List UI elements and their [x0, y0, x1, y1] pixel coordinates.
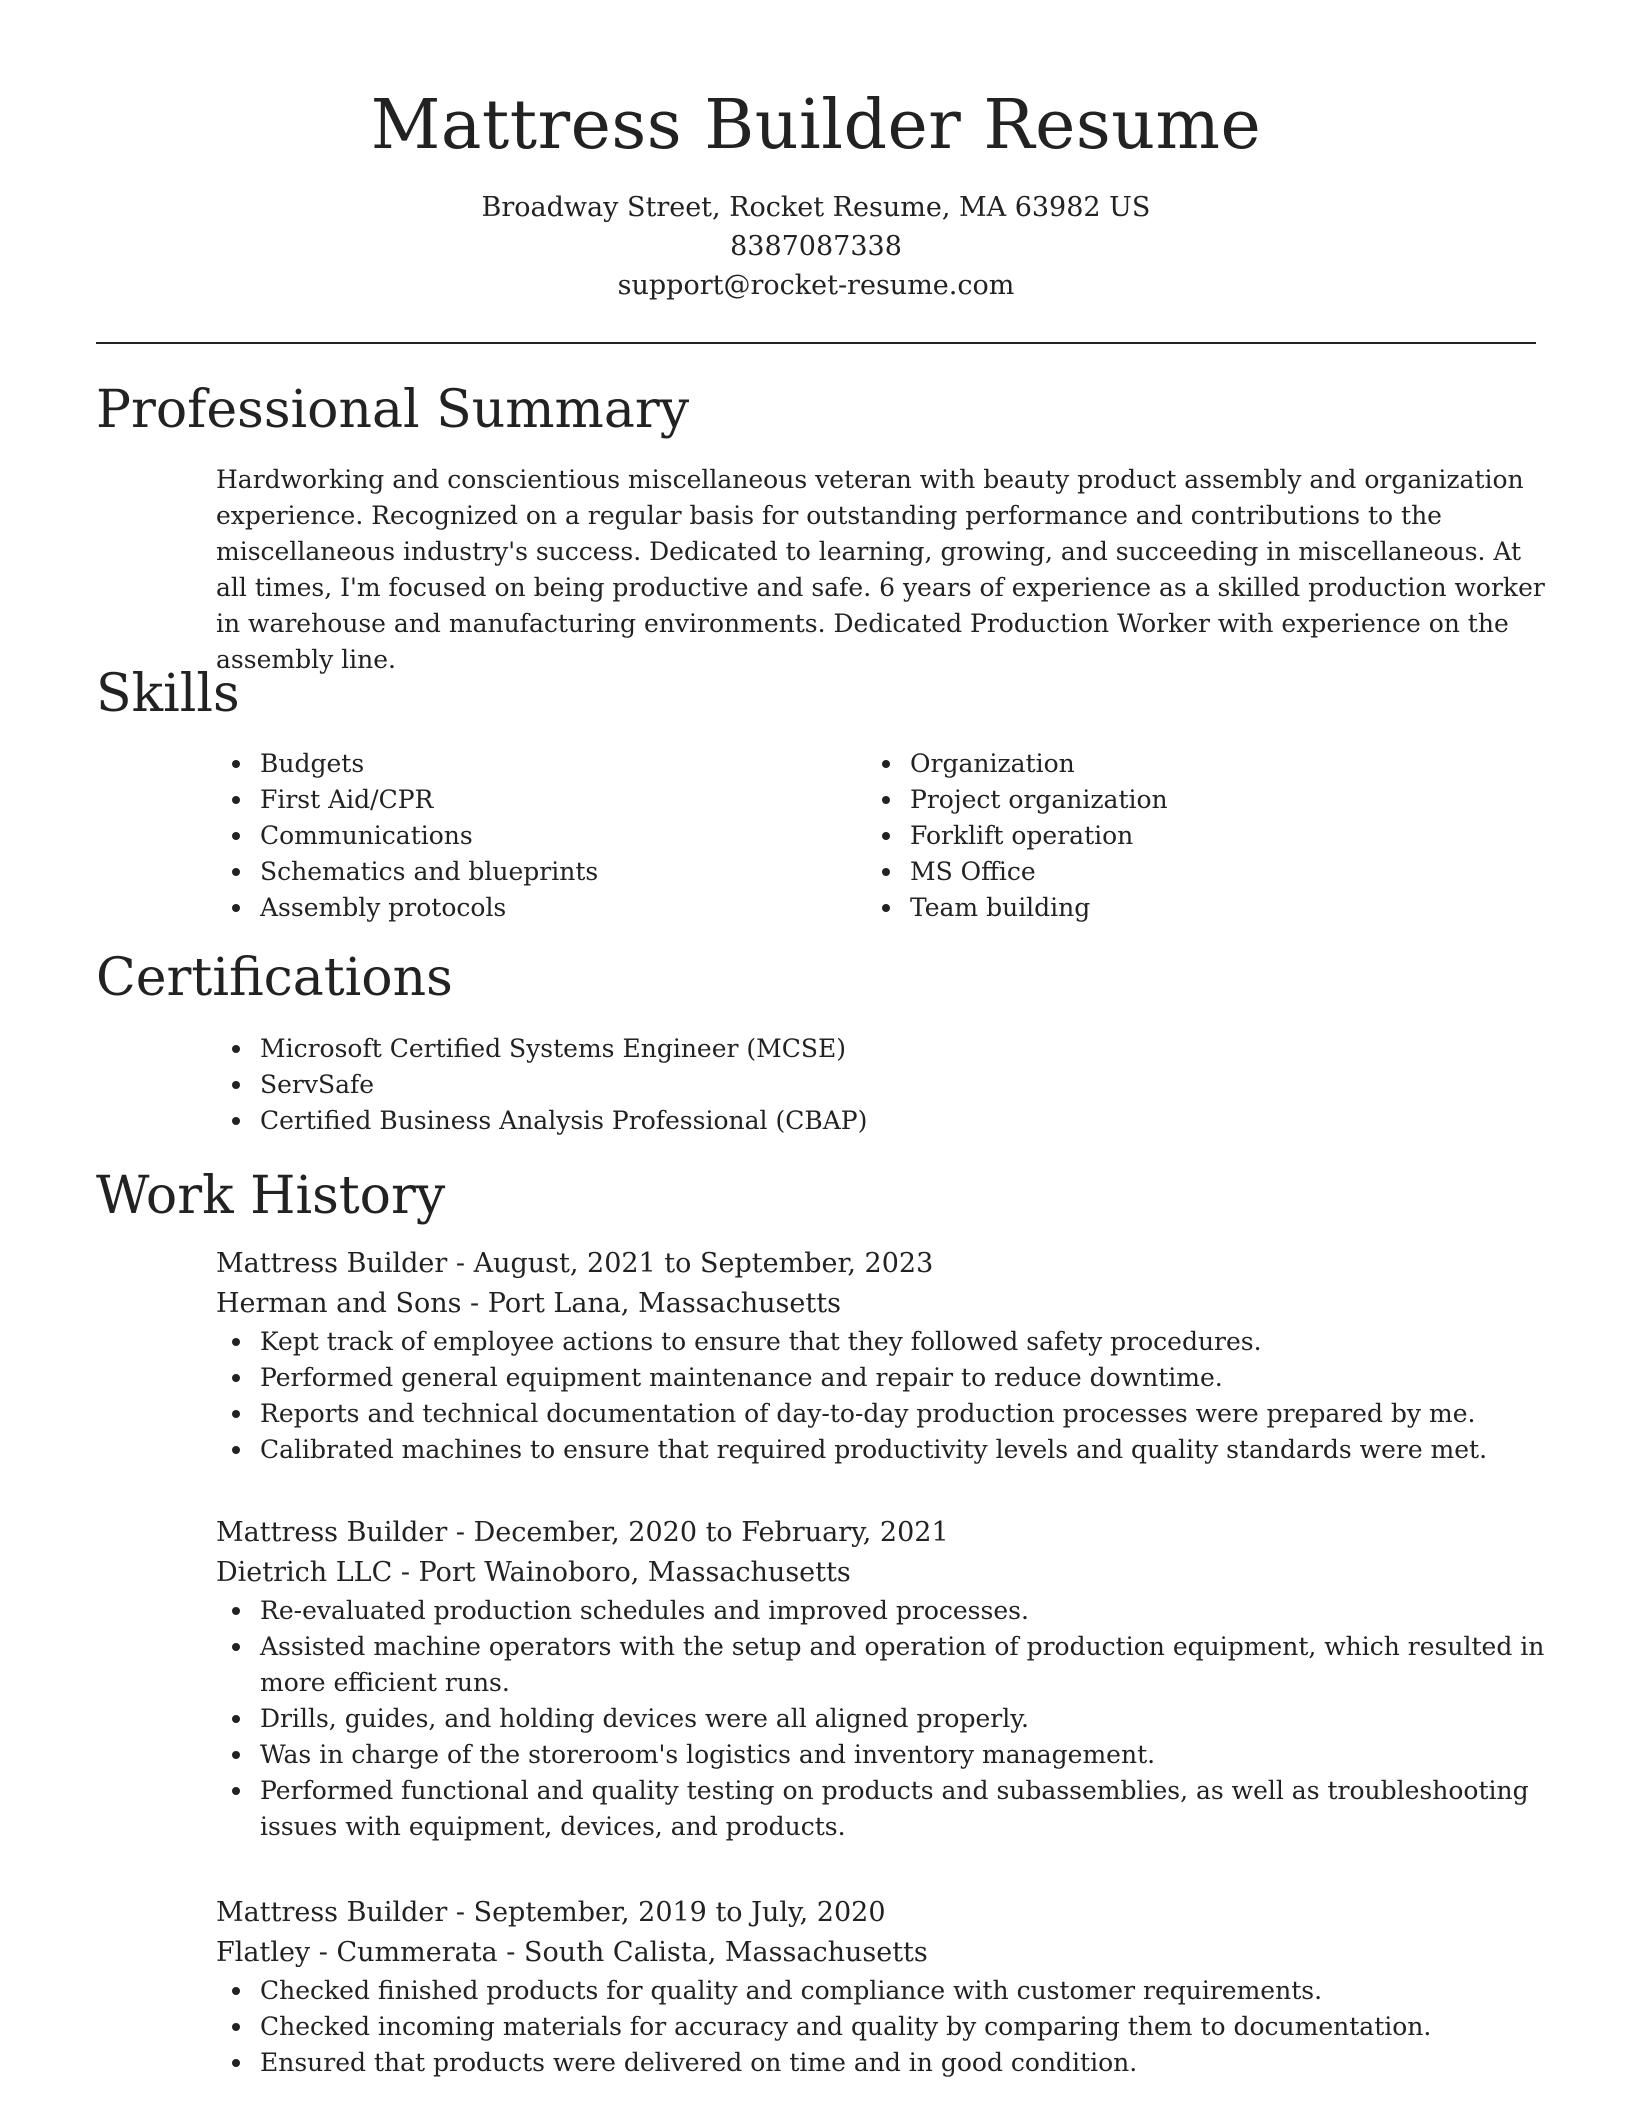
- skill-item: Communications: [260, 818, 860, 854]
- job-location: - South Calista, Massachusetts: [497, 1937, 928, 1968]
- job-bullet: Calibrated machines to ensure that required productivity levels and quality standards were met.: [260, 1432, 1546, 1468]
- job-title-line: [216, 1244, 1546, 1284]
- skills-heading: Skills: [96, 664, 240, 724]
- skill-item: Organization: [910, 746, 1510, 782]
- skill-item: Team building: [910, 890, 1510, 926]
- job-bullet: Checked incoming materials for accuracy and quality by comparing them to documentation.: [260, 2009, 1546, 2045]
- skill-item: MS Office: [910, 854, 1510, 890]
- skills-list-left: [216, 746, 860, 926]
- summary-text: Hardworking and conscientious miscellaneous veteran with beauty product assembly and organization experience. Recognized on a regular basis for outstanding performance and contributions to the miscellaneous industry's success. Dedicated to learning, growing, and succeeding in miscellaneous. At all times, I'm focused on being productive and safe. 6 years of experience as a skilled production worker in warehouse and manufacturing environments. Dedicated Production Worker with experience on the assembly line.: [216, 465, 1545, 674]
- certification-item: Microsoft Certified Systems Engineer (MCSE): [260, 1031, 1460, 1067]
- work-history-heading: Work History: [96, 1166, 446, 1226]
- job-company-line: [216, 1284, 1546, 1324]
- email: support@rocket-resume.com: [617, 270, 1015, 301]
- resume-header: [96, 78, 1536, 305]
- job-bullet: Performed functional and quality testing on products and subassemblies, as well as troubleshooting issues with equipment, devices, and products.: [260, 1773, 1546, 1845]
- skill-item: First Aid/CPR: [260, 782, 860, 818]
- job-title: Mattress Builder: [216, 1897, 448, 1928]
- job-location: - Port Lana, Massachusetts: [461, 1288, 841, 1319]
- skill-item: Schematics and blueprints: [260, 854, 860, 890]
- job-company-line: [216, 1553, 1546, 1593]
- job-bullets: [216, 1593, 1546, 1845]
- header-divider: [96, 342, 1536, 344]
- resume-title: Mattress Builder Resume: [370, 86, 1262, 165]
- job-bullets: [216, 1973, 1546, 2081]
- address: Broadway Street, Rocket Resume, MA 63982 US: [481, 192, 1151, 223]
- certification-item: Certified Business Analysis Professional (CBAP): [260, 1103, 1460, 1139]
- job-title-line: [216, 1513, 1546, 1553]
- job-title: Mattress Builder: [216, 1517, 448, 1548]
- job-bullet: Reports and technical documentation of day-to-day production processes were prepared by me.: [260, 1396, 1546, 1432]
- skill-item: Budgets: [260, 746, 860, 782]
- skills-list-right: [866, 746, 1510, 926]
- job-bullet: Re-evaluated production schedules and improved processes.: [260, 1593, 1546, 1629]
- job-bullet: Was in charge of the storeroom's logistics and inventory management.: [260, 1737, 1546, 1773]
- job-entry: [216, 1513, 1546, 1845]
- job-dates: - December, 2020 to February, 2021: [447, 1517, 949, 1548]
- job-bullet: Assisted machine operators with the setup and operation of production equipment, which resulted in more efficient runs.: [260, 1629, 1546, 1701]
- job-bullet: Ensured that products were delivered on time and in good condition.: [260, 2045, 1546, 2081]
- job-entry: [216, 1244, 1546, 1468]
- job-company: Flatley - Cummerata: [216, 1937, 498, 1968]
- job-dates: - September, 2019 to July, 2020: [447, 1897, 886, 1928]
- skill-item: Project organization: [910, 782, 1510, 818]
- skill-item: Forklift operation: [910, 818, 1510, 854]
- contact-info: [96, 188, 1536, 305]
- certifications-heading: Certifications: [96, 948, 453, 1008]
- job-title: Mattress Builder: [216, 1248, 448, 1279]
- job-entry: [216, 1893, 1546, 2081]
- job-bullet: Performed general equipment maintenance and repair to reduce downtime.: [260, 1360, 1546, 1396]
- skill-item: Assembly protocols: [260, 890, 860, 926]
- job-bullet: Checked finished products for quality and compliance with customer requirements.: [260, 1973, 1546, 2009]
- job-dates: - August, 2021 to September, 2023: [447, 1248, 934, 1279]
- job-location: - Port Wainoboro, Massachusetts: [392, 1557, 851, 1588]
- certifications-list: [216, 1031, 1460, 1139]
- certification-item: ServSafe: [260, 1067, 1460, 1103]
- job-bullet: Kept track of employee actions to ensure that they followed safety procedures.: [260, 1324, 1546, 1360]
- job-bullets: [216, 1324, 1546, 1468]
- job-bullet: Drills, guides, and holding devices were all aligned properly.: [260, 1701, 1546, 1737]
- job-company-line: [216, 1933, 1546, 1973]
- phone: 8387087338: [730, 231, 902, 262]
- job-company: Herman and Sons: [216, 1288, 462, 1319]
- job-title-line: [216, 1893, 1546, 1933]
- job-company: Dietrich LLC: [216, 1557, 393, 1588]
- summary-heading: Professional Summary: [96, 380, 690, 440]
